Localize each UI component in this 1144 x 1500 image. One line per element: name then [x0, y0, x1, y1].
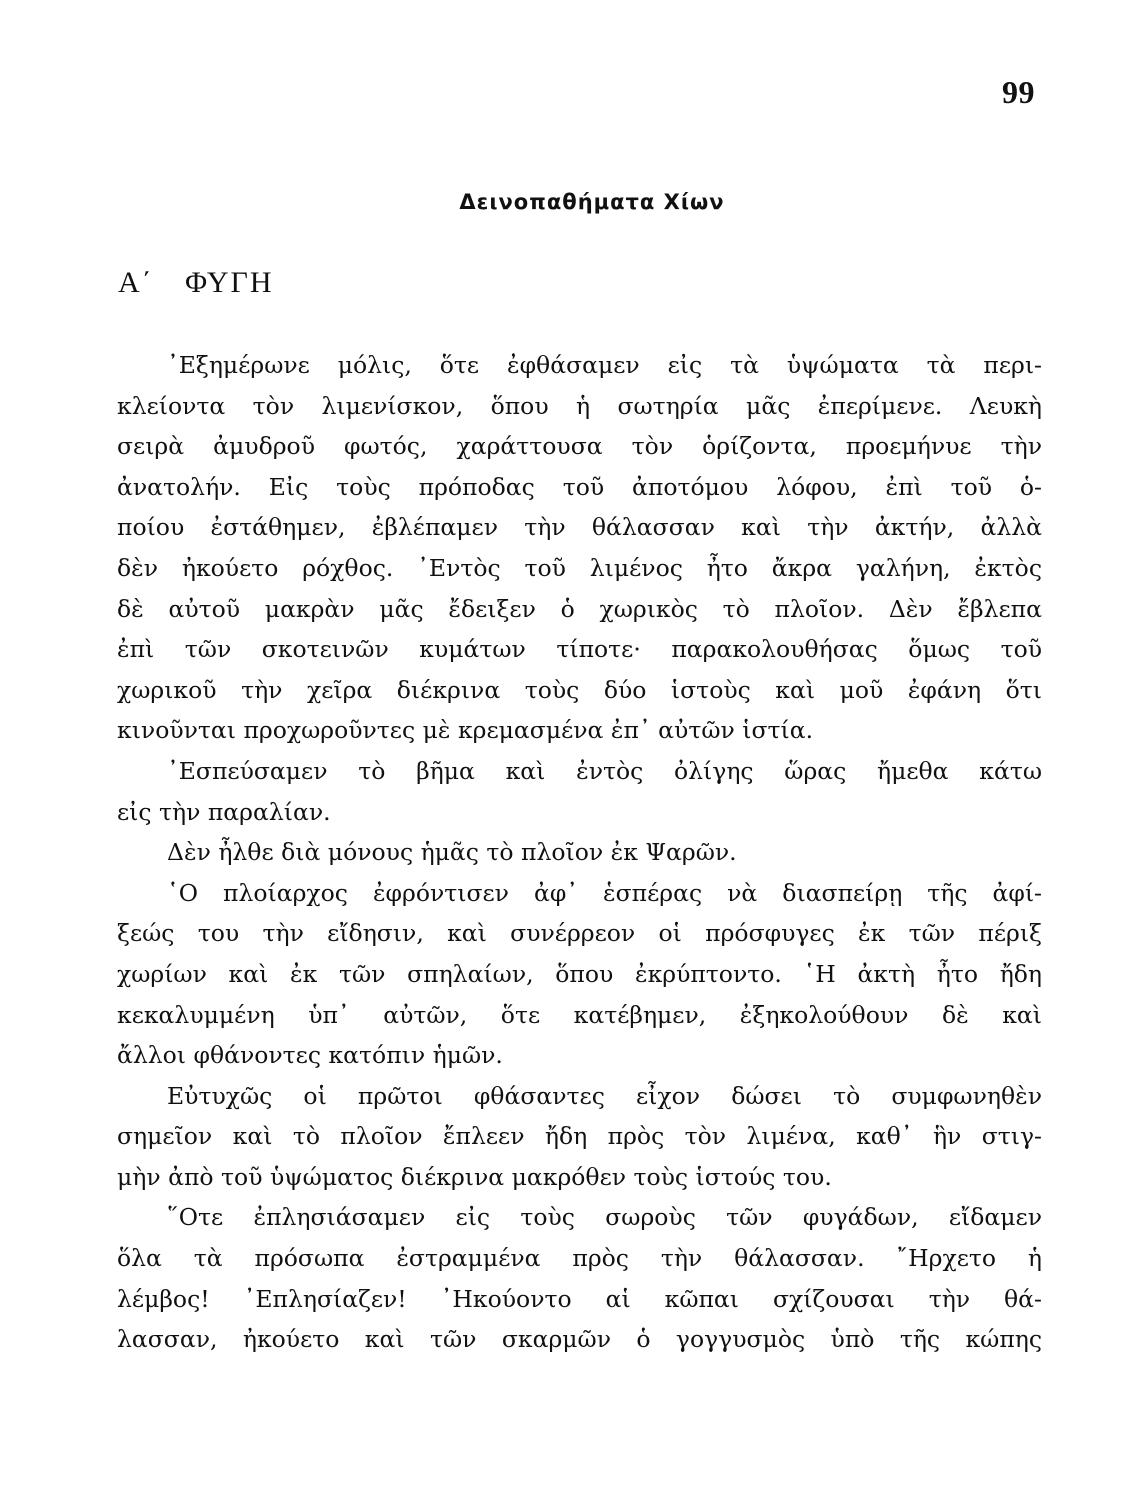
body-text: [117, 345, 1042, 1360]
text-line: ᾿Εσπεύσαμεν τὸ βῆμα καὶ ἐντὸς ὀλίγης ὥρας ἤμεθα κάτω: [167, 756, 1042, 785]
text-line: δὲ αὐτοῦ μακρὰν μᾶς ἔδειξεν ὁ χωρικὸς τὸ πλοῖον. Δὲν ἔβλεπα: [117, 594, 1042, 623]
text-line: λασσαν, ἠκούετο καὶ τῶν σκαρμῶν ὁ γογγυσμὸς ὑπὸ τῆς κώπης: [117, 1325, 1042, 1354]
text-line: μὴν ἀπὸ τοῦ ὑψώματος διέκρινα μακρόθεν τοὺς ἱστούς του.: [117, 1162, 832, 1191]
text-line: ἐπὶ τῶν σκοτεινῶν κυμάτων τίποτε· παρακολουθήσας ὅμως τοῦ: [117, 635, 1042, 664]
running-title: Δεινοπαθήματα Χίων: [459, 190, 725, 214]
page-number: 99: [1002, 74, 1035, 110]
text-line: ἀνατολήν. Εἰς τοὺς πρόποδας τοῦ ἀποτόμου λόφου, ἐπὶ τοῦ ὁ-: [117, 472, 1042, 501]
text-line: χωρίων καὶ ἐκ τῶν σπηλαίων, ὅπου ἐκρύπτοντο. ῾Η ἀκτὴ ἦτο ἤδη: [117, 959, 1042, 988]
text-line: ὅλα τὰ πρόσωπα ἐστραμμένα πρὸς τὴν θάλασσαν. ῎Ηρχετο ἡ: [117, 1244, 1042, 1273]
text-line: χωρικοῦ τὴν χεῖρα διέκρινα τοὺς δύο ἱστοὺς καὶ μοῦ ἐφάνη ὅτι: [117, 675, 1042, 704]
chapter-heading: Α΄ ΦΥΓΗ: [118, 266, 274, 299]
text-line: ποίου ἐστάθημεν, ἐβλέπαμεν τὴν θάλασσαν καὶ τὴν ἀκτήν, ἀλλὰ: [117, 513, 1042, 542]
text-line: Εὐτυχῶς οἱ πρῶτοι φθάσαντες εἶχον δώσει τὸ συμφωνηθὲν: [167, 1081, 1042, 1110]
text-line: ᾿Εξημέρωνε μόλις, ὅτε ἐφθάσαμεν εἰς τὰ ὑψώματα τὰ περι-: [167, 351, 1042, 379]
text-line: Δὲν ἦλθε διὰ μόνους ἡμᾶς τὸ πλοῖον ἐκ Ψαρῶν.: [167, 838, 737, 867]
text-line: κλείοντα τὸν λιμενίσκον, ὅπου ἡ σωτηρία μᾶς ἐπερίμενε. Λευκὴ: [117, 391, 1042, 420]
text-line: κεκαλυμμένη ὑπ᾿ αὐτῶν, ὅτε κατέβημεν, ἐξηκολούθουν δὲ καὶ: [117, 1000, 1042, 1029]
text-line: ῞Οτε ἐπλησιάσαμεν εἰς τοὺς σωροὺς τῶν φυγάδων, εἴδαμεν: [167, 1203, 1042, 1232]
text-line: σημεῖον καὶ τὸ πλοῖον ἔπλεεν ἤδη πρὸς τὸν λιμένα, καθ᾿ ἣν στιγ-: [117, 1122, 1042, 1151]
text-line: εἰς τὴν παραλίαν.: [117, 797, 331, 826]
text-line: δὲν ἠκούετο ρόχθος. ᾿Εντὸς τοῦ λιμένος ἦτο ἄκρα γαλήνη, ἐκτὸς: [117, 553, 1042, 582]
text-line: λέμβος! ᾿Επλησίαζεν! ᾿Ηκούοντο αἱ κῶπαι σχίζουσαι τὴν θά-: [117, 1284, 1042, 1313]
text-line: σειρὰ ἀμυδροῦ φωτός, χαράττουσα τὸν ὁρίζοντα, προεμήνυε τὴν: [117, 432, 1042, 461]
text-line: ἄλλοι φθάνοντες κατόπιν ἡμῶν.: [117, 1041, 503, 1070]
text-line: κινοῦνται προχωροῦντες μὲ κρεμασμένα ἐπ᾿ αὐτῶν ἱστία.: [117, 716, 814, 745]
text-line: ξεώς του τὴν εἴδησιν, καὶ συνέρρεον οἱ πρόσφυγες ἐκ τῶν πέριξ: [117, 919, 1042, 948]
text-line: ῾Ο πλοίαρχος ἐφρόντισεν ἀφ᾿ ἑσπέρας νὰ διασπείρῃ τῆς ἀφί-: [167, 878, 1042, 907]
